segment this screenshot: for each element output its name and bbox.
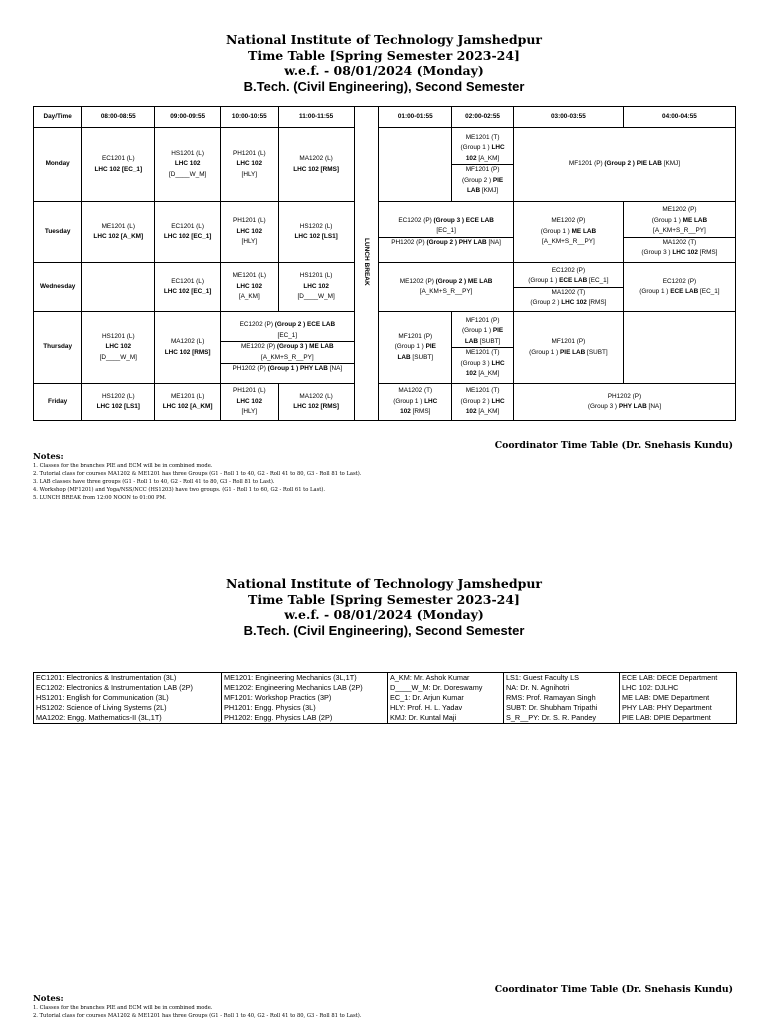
legend-entry: EC1201: Electronics & Instrumentation (3L): [36, 673, 177, 682]
entry-line: [EC_1]: [277, 331, 298, 339]
entry-line: LAB [KMJ]: [466, 187, 499, 194]
class-cell: [379, 384, 452, 421]
room-line: LHC 102 [A_KM]: [162, 403, 213, 410]
class-cell: [155, 263, 221, 312]
faculty-line: [A_KM+S_R__PY]: [419, 288, 473, 295]
day-label: Monday: [34, 128, 82, 202]
entry-line: MF1201 (P): [465, 166, 500, 173]
room-line: LHC 102: [236, 282, 263, 290]
notes-section: [33, 452, 361, 502]
class-entry: [514, 266, 623, 287]
entry-line: PH1202 (P) (Group 2 ) PHY LAB [NA]: [391, 238, 501, 246]
time-slot-header: 03:00-03:55: [513, 107, 623, 128]
course-line: EC1201 (L): [171, 277, 204, 285]
class-cell: [513, 312, 623, 384]
notes-title: Notes:: [33, 452, 64, 462]
class-entry: [379, 237, 513, 249]
course-line: MA1202 (L): [299, 155, 333, 162]
class-cell: [513, 384, 735, 421]
course-line: HS1202 (L): [299, 222, 333, 230]
entry-line: 102 [A_KM]: [465, 370, 500, 377]
course-line: MA1202 (L): [299, 392, 333, 400]
course-line: MA1202 (L): [170, 338, 205, 345]
class-cell: [155, 202, 221, 263]
notes-section: [33, 994, 361, 1020]
entry-line: EC1202 (P) (Group 2 ) ECE LAB: [239, 321, 336, 329]
timetable-title: Time Table [Spring Semester 2023-24]: [248, 591, 520, 607]
legend-entry: D____W_M: Dr. Doreswamy: [390, 683, 483, 692]
day-label: Tuesday: [34, 202, 82, 263]
legend-entry: LHC 102: DJLHC: [622, 683, 679, 692]
split-cell: [379, 202, 514, 263]
room-line: LHC 102 [RMS]: [164, 348, 211, 356]
class-cell: [278, 202, 354, 263]
legend-entry: RMS: Prof. Ramayan Singh: [506, 693, 596, 702]
legend-entry: HS1201: English for Communication (3L): [36, 693, 169, 702]
room-line: LAB [SUBT]: [397, 353, 434, 361]
class-cell: [278, 263, 354, 312]
class-cell: [379, 263, 514, 312]
course-line: PH1202 (P): [607, 392, 642, 400]
class-cell: [513, 128, 735, 202]
empty-cell: [82, 263, 155, 312]
class-cell: [221, 128, 279, 202]
course-line: MF1201 (P): [398, 332, 433, 340]
entry-line: MF1201 (P): [465, 316, 500, 324]
timetable-header: [0, 576, 768, 638]
faculty-line: [D____W_M]: [297, 293, 335, 301]
program-title: B.Tech. (Civil Engineering), Second Semester: [243, 78, 525, 94]
notes-title: Notes:: [33, 994, 64, 1004]
tuesday-row: [34, 202, 736, 263]
course-line: HS1201 (L): [299, 272, 333, 280]
class-cell: [513, 202, 623, 263]
effective-date: w.e.f. - 08/01/2024 (Monday): [284, 63, 484, 78]
class-cell: [623, 263, 735, 312]
legend-entry: PH1201: Engg. Physics (3L): [224, 703, 316, 712]
entry-line: (Group 1 ) ME LAB: [651, 216, 708, 224]
legend-entry: ME LAB: DME Department: [622, 693, 710, 702]
day-label: Thursday: [34, 312, 82, 384]
room-line: LHC 102: [236, 227, 263, 235]
note-item: 1. Classes for the branches PIE and ECM will be in combined mode.: [33, 463, 213, 469]
empty-cell: [623, 312, 735, 384]
entry-line: ME1202 (P) (Group 3 ) ME LAB: [240, 343, 334, 351]
class-cell: [278, 128, 354, 202]
room-line: LHC 102 [EC_1]: [163, 233, 212, 240]
class-entry: [624, 205, 735, 237]
group-line: (Group 2 ) LHC: [460, 397, 505, 405]
coordinator-label: Coordinator Time Table (Dr. Snehasis Kundu): [494, 984, 733, 995]
monday-row: [34, 128, 736, 202]
entry-line: EC1202 (P) (Group 3 ) ECE LAB: [398, 216, 494, 224]
time-slot-header: 11:00-11:55: [278, 107, 354, 128]
thursday-row: [34, 312, 736, 384]
legend-entry: EC_1: Dr. Arjun Kumar: [390, 693, 464, 702]
class-cell: [155, 312, 221, 384]
legend-entry: HS1202: Science of Living Systems (2L): [36, 703, 167, 712]
time-slot-header: 08:00-08:55: [82, 107, 155, 128]
split-cell: [623, 202, 735, 263]
class-entry: [221, 363, 354, 375]
time-slot-header: 01:00-01:55: [379, 107, 452, 128]
note-item: 4. Workshop (MF1201) and Yoga/NSS/NCC (HS1203) have two groups. (G1 - Roll 1 to 60, G2 - Roll 61 to Last).: [33, 487, 325, 493]
group-line: (Group 1 ) ME LAB: [540, 227, 597, 235]
note-item: 2. Tutorial class for courses MA1202 & ME1201 has three Groups (G1 - Roll 1 to 40, G2 - Roll 41 to 80, G3 - Roll 81 to Last).: [33, 1013, 362, 1019]
course-line: HS1202 (L): [101, 392, 135, 400]
day-time-header: Day/Time: [34, 107, 82, 128]
room-line: LHC 102: [303, 282, 329, 290]
day-label: Friday: [34, 384, 82, 421]
note-item: 5. LUNCH BREAK from 12:00 NOON to 01:00 PM.: [33, 495, 167, 501]
class-entry: [452, 347, 513, 380]
legend-entry: A_KM: Mr. Ashok Kumar: [390, 673, 470, 682]
entry-line: (Group 2 ) LHC 102 [RMS]: [530, 299, 607, 306]
course-line: MA1202 (T): [398, 387, 433, 395]
entry-line: EC1202 (P): [551, 266, 586, 274]
faculty-line: [A_KM+S_R__PY]: [542, 238, 595, 246]
legend-column-faculty: [388, 673, 504, 724]
split-cell: [221, 312, 355, 384]
entry-line: LAB [SUBT]: [464, 337, 501, 345]
note-item: 1. Classes for the branches PIE and ECM will be in combined mode.: [33, 1005, 213, 1011]
legend-entry: ME1201: Engineering Mechanics (3L,1T): [224, 673, 357, 682]
class-entry: [624, 237, 735, 259]
split-cell: [452, 312, 514, 384]
legend-entry: MA1202: Engg. Mathematics-II (3L,1T): [36, 713, 162, 722]
class-cell: [278, 384, 354, 421]
effective-date: w.e.f. - 08/01/2024 (Monday): [284, 607, 484, 622]
timetable-grid: [33, 106, 736, 421]
course-line: EC1202 (P): [662, 277, 697, 285]
class-cell: [82, 202, 155, 263]
course-line: ME1202 (P) (Group 2 ) ME LAB: [399, 277, 493, 285]
room-line: LHC 102: [236, 397, 263, 405]
wednesday-row: [34, 263, 736, 312]
faculty-line: [D____W_M]: [99, 353, 137, 361]
legend-entry: ECE LAB: DECE Department: [622, 673, 718, 682]
entry-line: (Group 1 ) ECE LAB [EC_1]: [528, 277, 609, 284]
faculty-line: [HLY]: [241, 408, 258, 416]
entry-line: (Group 3 ) LHC 102 [RMS]: [641, 249, 718, 257]
friday-row: [34, 384, 736, 421]
entry-line: ME1201 (T): [465, 133, 500, 141]
class-entry: [379, 216, 513, 237]
legend-table: [33, 672, 737, 724]
class-cell: [452, 384, 514, 421]
legend-entry: SUBT: Dr. Shubham Tripathi: [506, 703, 598, 712]
class-cell: [221, 202, 279, 263]
course-line: ME1201 (L): [232, 272, 266, 280]
group-line: (Group 3 ) PHY LAB [NA]: [587, 403, 661, 410]
course-line: ME1202 (P): [551, 217, 586, 225]
entry-line: 102 [A_KM]: [465, 154, 500, 162]
entry-line: (Group 3 ) LHC: [460, 359, 505, 367]
legend-column-venues: [620, 673, 737, 724]
lunch-break-label: [356, 238, 378, 289]
group-line: (Group 1 ) PIE LAB [SUBT]: [529, 348, 608, 356]
class-entry: [452, 316, 513, 348]
class-cell: [221, 263, 279, 312]
legend-row: [34, 673, 737, 724]
room-line: LHC 102 [RMS]: [293, 403, 339, 410]
class-cell: [155, 384, 221, 421]
room-line: LHC 102 [A_KM]: [93, 233, 144, 240]
legend-entry: ME1202: Engineering Mechanics LAB (2P): [224, 683, 363, 692]
legend-entry: EC1202: Electronics & Instrumentation LAB (2P): [36, 683, 193, 692]
entry-line: (Group 1 ) PIE: [461, 327, 504, 334]
class-cell: [82, 312, 155, 384]
legend-entry: PIE LAB: DPIE Department: [622, 713, 711, 722]
class-entry: [221, 341, 354, 363]
course-line: PH1201 (L): [232, 149, 266, 157]
legend-entry: MF1201: Workshop Practics (3P): [224, 693, 332, 702]
room-line: LHC 102: [236, 160, 263, 168]
course-line: ME1201 (T): [465, 387, 500, 395]
split-cell: [513, 263, 623, 312]
split-cell: [452, 128, 514, 202]
course-line: EC1201 (L): [171, 222, 204, 230]
faculty-line: [HLY]: [241, 170, 258, 178]
room-line: LHC 102: [174, 160, 201, 168]
institute-name: National Institute of Technology Jamshedpur: [225, 576, 543, 591]
class-entry: [221, 320, 354, 341]
time-slot-header: 09:00-09:55: [155, 107, 221, 128]
class-cell: [379, 312, 452, 384]
room-line: 102 [A_KM]: [465, 408, 500, 416]
class-entry: [452, 133, 513, 165]
legend-column-courses-2: [222, 673, 388, 724]
class-entry: [514, 287, 623, 309]
legend-entry: PH1202: Engg. Physics LAB (2P): [224, 713, 333, 722]
room-line: LHC 102: [105, 343, 132, 351]
entry-line: (Group 1 ) LHC: [460, 144, 505, 151]
entry-line: PH1202 (P) (Group 1 ) PHY LAB [NA]: [232, 365, 343, 373]
room-line: LHC 102 [RMS]: [293, 165, 339, 173]
legend-entry: LS1: Guest Faculty LS: [506, 673, 580, 682]
legend-column-courses: [34, 673, 222, 724]
entry-line: MA1202 (T): [551, 288, 586, 296]
course-line: ME1201 (L): [101, 222, 135, 230]
legend-entry: HLY: Prof. H. L. Yadav: [390, 703, 463, 712]
course-line: MF1201 (P): [551, 338, 586, 345]
course-line: MF1201 (P) (Group 2 ) PIE LAB [KMJ]: [568, 160, 681, 168]
entry-line: ME1201 (T): [465, 349, 500, 356]
course-line: HS1201 (L): [171, 149, 204, 157]
faculty-line: [D____W_M]: [169, 170, 207, 178]
entry-line: [A_KM+S_R__PY]: [653, 227, 706, 235]
entry-line: MA1202 (T): [662, 238, 697, 246]
entry-line: ME1202 (P): [662, 206, 697, 214]
program-title: B.Tech. (Civil Engineering), Second Semester: [243, 622, 525, 638]
class-cell: [82, 384, 155, 421]
group-line: (Group 1 ) PIE: [394, 343, 436, 351]
course-line: PH1201 (L): [232, 387, 266, 395]
room-line: LHC 102 [LS1]: [96, 403, 140, 410]
timetable-title: Time Table [Spring Semester 2023-24]: [248, 47, 520, 63]
lunch-break-column: [354, 107, 379, 421]
time-header-row: [34, 107, 736, 128]
note-item: 2. Tutorial class for courses MA1202 & ME1201 has three Groups (G1 - Roll 1 to 40, G2 - Roll 41 to 80, G3 - Roll 81 to Last).: [33, 471, 362, 477]
legend-entry: PHY LAB: PHY Department: [622, 703, 712, 712]
legend-column-faculty-2: [504, 673, 620, 724]
class-cell: [221, 384, 279, 421]
legend-entry: NA: Dr. N. Agnihotri: [506, 683, 570, 692]
lunch-break-text: LUNCH BREAK: [362, 238, 370, 286]
faculty-line: [A_KM]: [238, 293, 260, 301]
room-line: 102 [RMS]: [400, 408, 431, 416]
group-line: (Group 1 ) LHC: [393, 397, 438, 405]
time-slot-header: 04:00-04:55: [623, 107, 735, 128]
timetable-header: [0, 32, 768, 94]
course-line: PH1201 (L): [232, 217, 266, 225]
entry-line: [EC_1]: [436, 227, 456, 235]
empty-cell: [379, 128, 452, 202]
faculty-line: [HLY]: [241, 238, 258, 246]
time-slot-header: 02:00-02:55: [452, 107, 514, 128]
entry-line: (Group 2 ) PIE: [461, 176, 504, 184]
class-entry: [452, 164, 513, 197]
class-cell: [82, 128, 155, 202]
institute-name: National Institute of Technology Jamshedpur: [225, 32, 543, 47]
room-line: LHC 102 [LS1]: [294, 233, 338, 240]
note-item: 3. LAB classes have three groups (G1 - Roll 1 to 40, G2 - Roll 41 to 80, G3 - Roll 81 to Last).: [33, 479, 275, 485]
group-line: (Group 1 ) ECE LAB [EC_1]: [639, 288, 720, 295]
course-line: ME1201 (L): [170, 392, 205, 400]
coordinator-label: Coordinator Time Table (Dr. Snehasis Kundu): [494, 440, 733, 451]
time-slot-header: 10:00-10:55: [221, 107, 279, 128]
legend-entry: S_R__PY: Dr. S. R. Pandey: [506, 713, 597, 722]
class-cell: [155, 128, 221, 202]
room-line: LHC 102 [EC_1]: [94, 165, 143, 173]
course-line: HS1201 (L): [101, 332, 135, 340]
course-line: EC1201 (L): [101, 155, 135, 162]
day-label: Wednesday: [34, 263, 82, 312]
legend-entry: KMJ: Dr. Kuntal Maji: [390, 713, 457, 722]
entry-line: [A_KM+S_R__PY]: [260, 353, 314, 361]
room-line: LHC 102 [EC_1]: [163, 288, 212, 295]
